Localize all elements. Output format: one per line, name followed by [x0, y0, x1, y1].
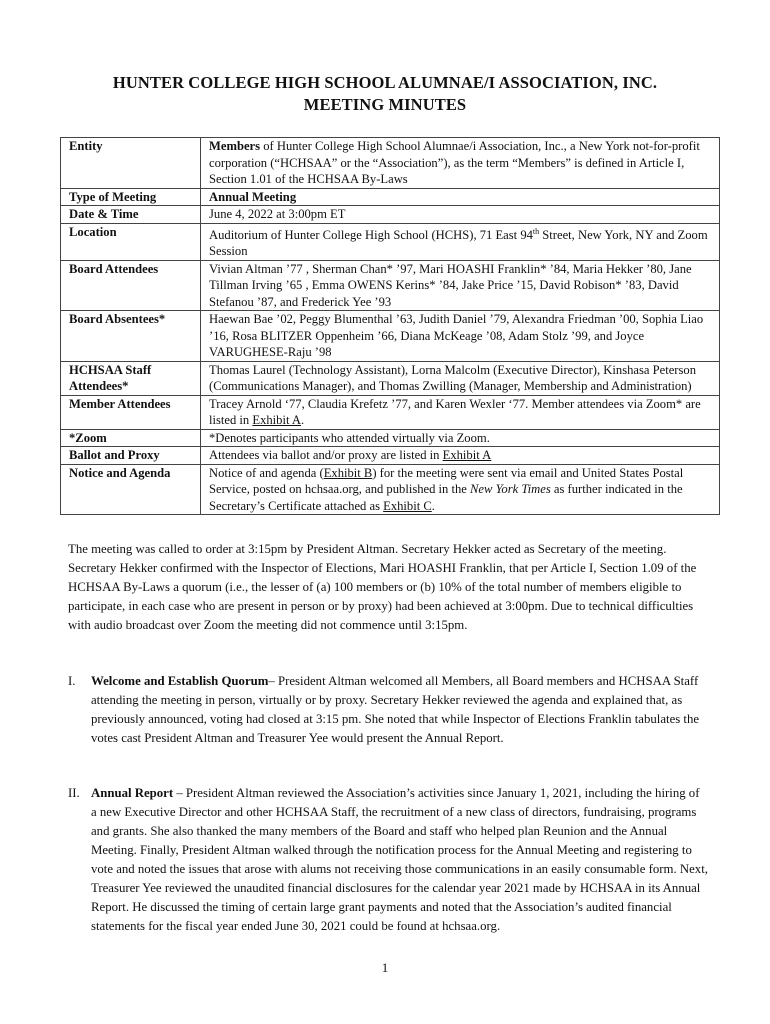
section-heading: Annual Report: [91, 786, 174, 800]
board-attendees-value: Vivian Altman ’77 , Sherman Chan* ’97, Mari HOASHI Franklin* ’84, Maria Hekker ’80, Jane Tillman Irving ’65 , Emma OWENS Kerins* ’84, Jake Price ’15, David Robison* ’83, David Stefanou ’87, and Frederick Yee ’93: [201, 260, 720, 311]
table-row: [61, 138, 720, 189]
table-row: [61, 206, 720, 224]
exhibit-a-link[interactable]: Exhibit A: [442, 448, 492, 463]
ballot-label: Ballot and Proxy: [61, 447, 201, 465]
zoom-label: *Zoom: [61, 429, 201, 447]
section-heading: Welcome and Establish Quorum: [91, 674, 269, 688]
entity-text: of Hunter College High School Alumnae/i Association, Inc., a New York not-for-profit corporation (“HCHSAA” or the “Association”), as the term “Members” is defined in Article I, Section 1.01 of the HCHSAA By-Laws: [209, 139, 700, 186]
table-row: [61, 361, 720, 395]
member-text: Tracey Arnold ‘77, Claudia Krefetz ’77, and Karen Wexler ‘77. Member attendees via Zoom* are listed in: [209, 396, 701, 428]
zoom-value: *Denotes participants who attended virtually via Zoom.: [201, 429, 720, 447]
table-row: [61, 429, 720, 447]
table-row: [61, 447, 720, 465]
notice-text-1: Notice of and agenda (: [209, 465, 324, 480]
location-text-b: Street, New York, NY and Zoom Session: [209, 227, 708, 259]
section-body: – President Altman reviewed the Association’s activities since January 1, 2021, including the hiring of a new Executive Director and other HCHSAA Staff, the recruitment of a new class of directors, fundraising, programs and grants. She also thanked the many members of the Board and staff who helped plan Reunion and the Annual Meeting. Finally, President Altman walked through the notification process for the Annual Meeting and registering to vote and noted the issues that arose with alums not receiving those communications in an easily consumable form. Next, Treasurer Yee reviewed the unaudited financial disclosures for the calendar year 2021 made by HCHSAA in its Annual Report. He discussed the timing of certain large grant payments and noted that the Association’s audited financial statements for the fiscal year ended June 30, 2021 could be found at hchsaa.org.: [91, 786, 708, 933]
table-row: [61, 311, 720, 362]
notice-text-2: ) for the meeting were sent via email and United States Postal Service, posted on hchsaa.org, and published in the: [209, 465, 684, 497]
section-text: [91, 784, 708, 936]
document-subtitle: MEETING MINUTES: [303, 95, 467, 114]
date-label: Date & Time: [61, 206, 201, 224]
type-label: Type of Meeting: [61, 188, 201, 206]
exhibit-c-link[interactable]: Exhibit C: [383, 498, 432, 513]
board-attendees-label: Board Attendees: [61, 260, 201, 311]
section-number: I.: [68, 674, 76, 688]
member-attendees-value: [201, 395, 720, 429]
member-end: .: [301, 413, 305, 428]
location-sup: th: [532, 226, 540, 236]
section-text: [91, 672, 708, 748]
exhibit-b-link[interactable]: Exhibit B: [323, 465, 373, 480]
page-number: 1: [381, 960, 389, 975]
table-row: [61, 464, 720, 515]
document-title: HUNTER COLLEGE HIGH SCHOOL ALUMNAE/I ASSOCIATION, INC.: [112, 73, 658, 92]
notice-label: Notice and Agenda: [61, 464, 201, 515]
date-value: June 4, 2022 at 3:00pm ET: [201, 206, 720, 224]
ballot-value: [201, 447, 720, 465]
member-attendees-label: Member Attendees: [61, 395, 201, 429]
notice-text-4: .: [431, 498, 435, 513]
table-row: [61, 260, 720, 311]
entity-bold: Members: [209, 139, 261, 153]
notice-text-3: as further indicated in the Secretary’s Certificate attached as: [209, 482, 683, 513]
type-value: Annual Meeting: [201, 188, 720, 206]
location-label: Location: [61, 223, 201, 260]
table-row: [61, 395, 720, 429]
entity-value: [201, 138, 720, 189]
staff-label: HCHSAA Staff Attendees*: [61, 361, 201, 395]
section-body: – President Altman welcomed all Members, all Board members and HCHSAA Staff attending the meeting in person, virtually or by proxy. Secretary Hekker reviewed the agenda and explained that, as previously announced, voting had closed at 3:15 pm. She noted that while Inspector of Elections Franklin tabulates the votes cast President Altman and Treasurer Yee would present the Annual Report.: [91, 674, 700, 745]
table-row: [61, 188, 720, 206]
newspaper-name: New York Times: [470, 482, 551, 497]
intro-paragraph: The meeting was called to order at 3:15pm by President Altman. Secretary Hekker acted as Secretary of the meeting. Secretary Hekker confirmed with the Inspector of Elections, Mari HOASHI Franklin, that per Article I, Section 1.09 of the HCHSAA By-Laws a quorum (i.e., the lesser of (a) 100 members or (b) 10% of the total number of members eligible to participate, in each case who are present in person or by proxy) had been achieved at 3:00pm. Due to technical difficulties with audio broadcast over Zoom the meeting did not commence until 3:15pm.: [68, 542, 697, 632]
exhibit-a-link[interactable]: Exhibit A: [252, 413, 302, 428]
meeting-info-table: [60, 137, 720, 515]
staff-value: Thomas Laurel (Technology Assistant), Lorna Malcolm (Executive Director), Kinshasa Peterson (Communications Manager), and Thomas Zwilling (Manager, Membership and Administration): [201, 361, 720, 395]
board-absentees-label: Board Absentees*: [61, 311, 201, 362]
location-value: [201, 223, 720, 260]
notice-value: [201, 464, 720, 515]
table-row: [61, 223, 720, 260]
section-number: II.: [68, 786, 80, 800]
ballot-text: Attendees via ballot and/or proxy are listed in: [209, 448, 443, 463]
entity-label: Entity: [61, 138, 201, 189]
location-text-a: Auditorium of Hunter College High School (HCHS), 71 East 94: [209, 227, 533, 242]
board-absentees-value: Haewan Bae ’02, Peggy Blumenthal ’63, Judith Daniel ’79, Alexandra Friedman ’00, Sophia Liao ’16, Rosa BLITZER Oppenheim ’66, Diana McKeage ’08, Adam Stolz ’99, and Joyce VARUGHESE-Raju ’98: [201, 311, 720, 362]
